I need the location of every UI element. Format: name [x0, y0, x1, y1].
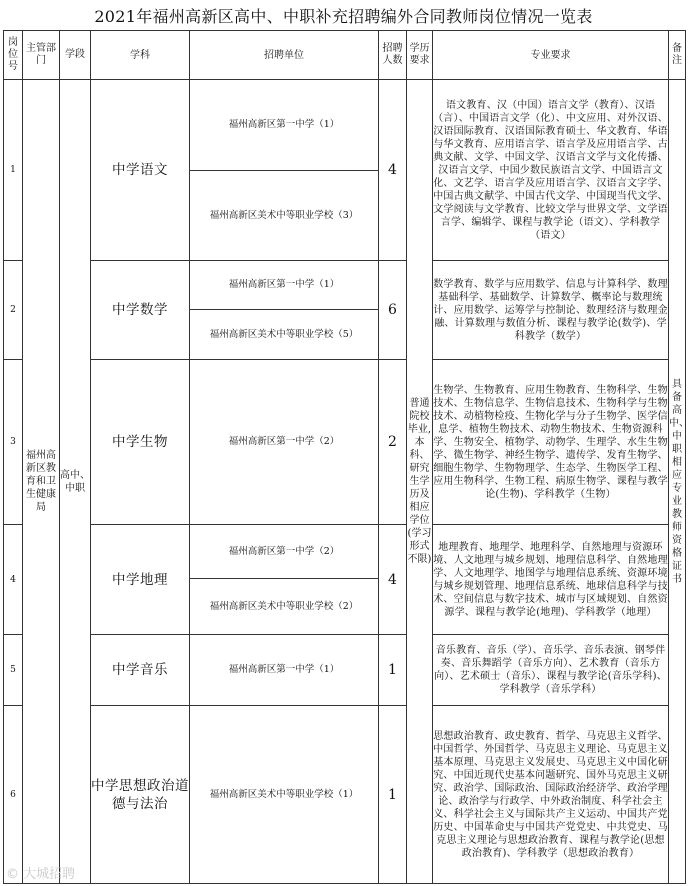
post-no-cell: 6: [4, 706, 23, 884]
count-cell: 4: [379, 80, 407, 261]
post-no-cell: 2: [4, 261, 23, 360]
stage-cell: 高中、中职: [60, 80, 91, 884]
count-cell: 1: [379, 706, 407, 884]
post-no-cell: 3: [4, 360, 23, 525]
subject-cell: 中学思想政治道德与法治: [91, 706, 190, 884]
header-post-no: 岗位号: [4, 31, 23, 80]
major-cell: 思想政治教育、政史教育、哲学、马克思主义哲学、中国哲学、外国哲学、马克思主义理论、马克思主义基本原理、马克思主义发展史、马克思主义中国化研究、中国近现代史基本问题研究、国外马克思主义研究、政治学、国际政治、国际政治经济学、政治学理论、政治学与行政学、中外政治制度、科学社会主义、科学社会主义与国际共产主义运动、中国共产党历史、中国革命史与中国共产党党史、中共党史、马克思主义理论与思想政治教育、课程与教学论(思想政治教育)、学科教学（思想政治教育）: [433, 706, 669, 884]
post-no-cell: 4: [4, 525, 23, 635]
unit-cell: 福州高新区第一中学（1）: [190, 80, 379, 171]
post-no-cell: 1: [4, 80, 23, 261]
table-row: [4, 525, 686, 579]
watermark: © 大城招聘: [6, 867, 76, 882]
table-row: [4, 635, 686, 706]
table-row: [4, 360, 686, 525]
count-cell: 1: [379, 635, 407, 706]
header-subject: 学科: [91, 31, 190, 80]
header-stage: 学段: [60, 31, 91, 80]
major-cell: 地理教育、地理学、地理科学、自然地理与资源环境、人文地理与城乡规划、地理信息科学、自然地理学、人文地理学、地图学与地理信息系统、资源环境与城乡规划管理、地理信息系统、地球信息科学与技术、空间信息与数字技术、城市与区域规划、自然资源学、课程与教学论(地理)、学科教学（地理）: [433, 525, 669, 635]
header-edu: 学历要求: [407, 31, 433, 80]
table-row: [4, 261, 686, 310]
subject-cell: 中学音乐: [91, 635, 190, 706]
positions-table: [3, 30, 689, 884]
major-cell: 语文教育、汉（中国）语言文学（教育）、汉语（言）、中国语言文学（化）、中文应用、对外汉语、汉语国际教育、汉语国际教育硕士、华文教育、华语与华文教育、应用语言学、语言学及应用语言学、古典文献、文学、中国文学、汉语言文学与文化传播、汉语言文学、中国少数民族语言文学、中国语言文化、文艺学、语言学及应用语言学、汉语言文字学、中国古典文献学、中国古代文学、中国现当代文学、文学阅读与文学教育、比较文学与世界文学、文学语言学、编辑学、课程与教学论（语文）、学科教学（语文）: [433, 80, 669, 261]
table-row: [4, 80, 686, 171]
unit-cell: 福州高新区美术中等职业学校（2）: [190, 579, 379, 635]
table-row: [4, 706, 686, 884]
major-cell: 数学教育、数学与应用数学、信息与计算科学、数理基础科学、基础数学、计算数学、概率论与数理统计、应用数学、运筹学与控制论、数理经济与数理金融、计算数理与数值分析、课程与教学论(数学)、学科教学（数学）: [433, 261, 669, 360]
major-cell: 音乐教育、音乐（学）、音乐学、音乐表演、钢琴伴奏、音乐舞蹈学（音乐方向）、艺术教育（音乐方向）、艺术硕士（音乐）、课程与教学论(音乐学科)、学科教学（音乐学科）: [433, 635, 669, 706]
header-unit: 招聘单位: [190, 31, 379, 80]
unit-cell: 福州高新区第一中学（1）: [190, 261, 379, 310]
header-row: [4, 31, 686, 80]
count-cell: 2: [379, 360, 407, 525]
header-major: 专业要求: [433, 31, 669, 80]
edu-cell: 普通院校毕业,本科、研究生学历及相应学位(学习形式不限): [407, 80, 433, 884]
unit-cell: 福州高新区美术中等职业学校（1）: [190, 706, 379, 884]
unit-cell: 福州高新区第一中学（1）: [190, 635, 379, 706]
count-cell: 6: [379, 261, 407, 360]
header-count: 招聘人数: [379, 31, 407, 80]
header-dept: 主管部门: [23, 31, 60, 80]
subject-cell: 中学数学: [91, 261, 190, 360]
count-cell: 4: [379, 525, 407, 635]
post-no-cell: 5: [4, 635, 23, 706]
unit-cell: 福州高新区美术中等职业学校（5）: [190, 310, 379, 360]
subject-cell: 中学地理: [91, 525, 190, 635]
unit-cell: 福州高新区第一中学（2）: [190, 360, 379, 525]
page-title: 2021年福州高新区高中、中职补充招聘编外合同教师岗位情况一览表: [94, 7, 593, 26]
dept-cell: 福州高新区教育和卫生健康局: [23, 80, 60, 884]
unit-cell: 福州高新区美术中等职业学校（3）: [190, 171, 379, 261]
subject-cell: 中学生物: [91, 360, 190, 525]
unit-cell: 福州高新区第一中学（2）: [190, 525, 379, 579]
header-note: 备注: [669, 31, 686, 80]
note-cell: 具备高中、中职相应专业教师资格证书: [669, 80, 686, 884]
major-cell: 生物学、生物教育、应用生物教育、生物科学、生物技术、生物信息学、生物信息技术、生物科学与生物技术、动植物检疫、生物化学与分子生物学、医学信息学、植物生物技术、动物生物技术、生物资源科学、生物安全、植物学、动物学、生理学、水生生物学、微生物学、神经生物学、遗传学、发育生物学、细胞生物学、生物物理学、生态学、生物医学工程、应用生物科学、生物工程、病原生物学、课程与教学论(生物)、学科教学（生物）: [433, 360, 669, 525]
subject-cell: 中学语文: [91, 80, 190, 261]
